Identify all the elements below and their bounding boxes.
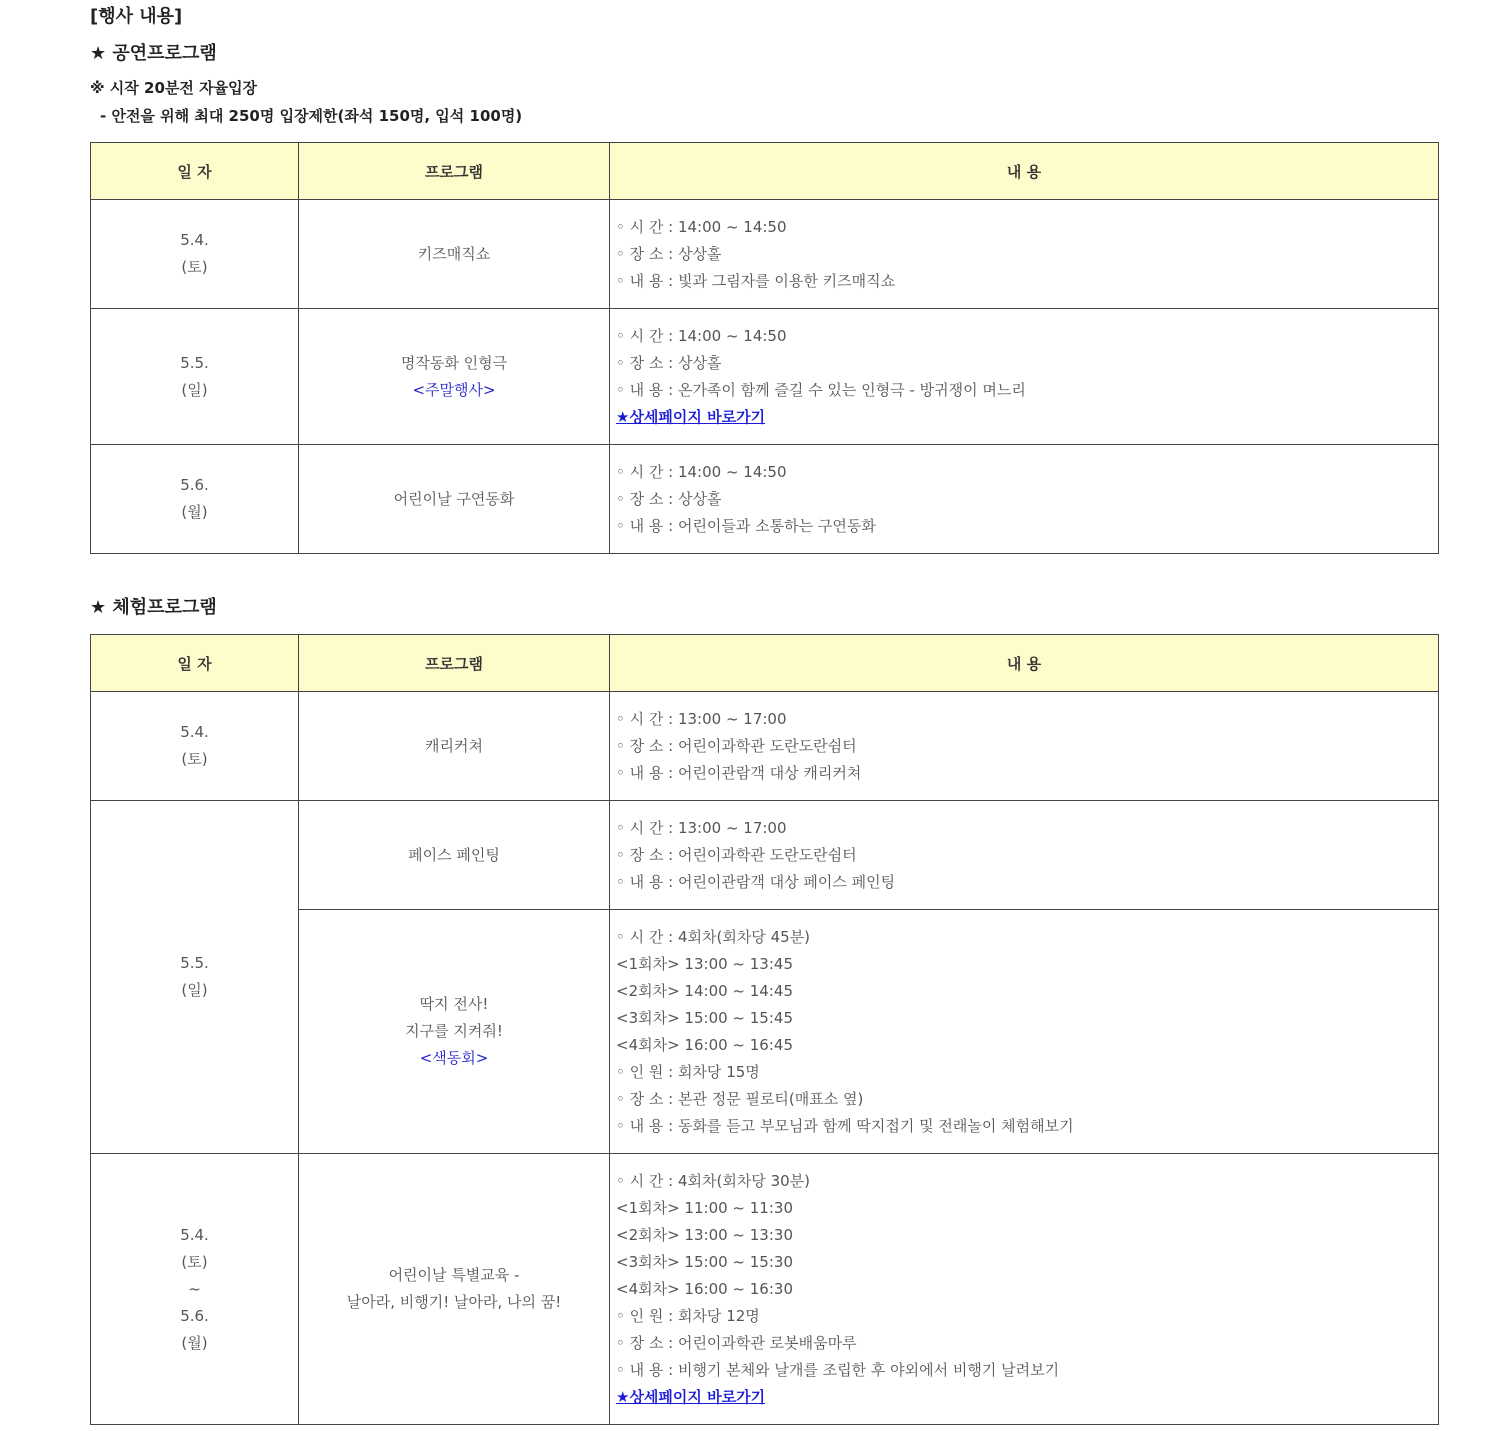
content-line: <3회차> 15:00 ~ 15:30 <box>616 1252 793 1271</box>
content-line: ◦ 내 용 : 동화를 듣고 부모님과 함께 딱지접기 및 전래놀이 체험해보기 <box>616 1116 1074 1135</box>
content-line: ◦ 시 간 : 14:00 ~ 14:50 <box>616 217 787 236</box>
table-row <box>91 801 1439 910</box>
content-line: ◦ 시 간 : 4회차(회차당 30분) <box>616 1171 810 1190</box>
col-content-header: 내 용 <box>610 635 1439 692</box>
content-line: ◦ 인 원 : 회차당 15명 <box>616 1062 760 1081</box>
date-cell <box>91 1154 299 1425</box>
content-line: <3회차> 15:00 ~ 15:45 <box>616 1008 793 1027</box>
table-header-row <box>91 635 1439 692</box>
content-line: <2회차> 13:00 ~ 13:30 <box>616 1225 793 1244</box>
performance-table <box>90 142 1439 554</box>
program-cell: 어린이날 구연동화 <box>299 445 610 554</box>
col-date-header: 일 자 <box>91 143 299 200</box>
table-row <box>91 309 1439 445</box>
program-name: 날아라, 비행기! 날아라, 나의 꿈! <box>346 1293 562 1311</box>
date-text: 5.4. <box>180 231 209 249</box>
content-line: ◦ 장 소 : 상상홀 <box>616 489 722 508</box>
event-content <box>90 0 1439 1425</box>
program-cell <box>299 910 610 1154</box>
content-line: ◦ 내 용 : 어린이관람객 대상 캐리커쳐 <box>616 763 862 782</box>
weekday-text: (일) <box>181 981 208 999</box>
content-line: ◦ 내 용 : 어린이관람객 대상 페이스 페인팅 <box>616 872 896 891</box>
content-line: <1회차> 13:00 ~ 13:45 <box>616 954 793 973</box>
content-cell <box>610 200 1439 309</box>
content-cell <box>610 801 1439 910</box>
date-cell <box>91 801 299 1154</box>
performance-heading: ★ 공연프로그램 <box>90 43 217 64</box>
date-cell <box>91 692 299 801</box>
program-cell: 페이스 페인팅 <box>299 801 610 910</box>
content-cell <box>610 692 1439 801</box>
content-line: ◦ 시 간 : 14:00 ~ 14:50 <box>616 462 787 481</box>
table-header-row <box>91 143 1439 200</box>
program-cell <box>299 309 610 445</box>
program-cell <box>299 1154 610 1425</box>
weekday-text: (토) <box>181 258 208 276</box>
col-date-header: 일 자 <box>91 635 299 692</box>
content-cell <box>610 910 1439 1154</box>
content-line: ◦ 장 소 : 상상홀 <box>616 244 722 263</box>
table-row <box>91 200 1439 309</box>
content-line: ◦ 시 간 : 13:00 ~ 17:00 <box>616 818 787 837</box>
content-line: ◦ 장 소 : 상상홀 <box>616 353 722 372</box>
content-line: ◦ 장 소 : 어린이과학관 도란도란쉼터 <box>616 736 857 755</box>
content-line: ◦ 장 소 : 본관 정문 필로티(매표소 옆) <box>616 1089 864 1108</box>
content-line: ◦ 시 간 : 13:00 ~ 17:00 <box>616 709 787 728</box>
table-row <box>91 1154 1439 1425</box>
weekday-text: (월) <box>181 1333 208 1352</box>
content-line: <2회차> 14:00 ~ 14:45 <box>616 981 793 1000</box>
section-title: [행사 내용] <box>90 6 183 27</box>
detail-page-link[interactable]: ★상세페이지 바로가기 <box>616 1387 766 1406</box>
content-line: <4회차> 16:00 ~ 16:30 <box>616 1279 793 1298</box>
date-text: 5.4. <box>180 723 209 741</box>
content-line: ◦ 내 용 : 온가족이 함께 즐길 수 있는 인형극 - 방귀쟁이 며느리 <box>616 380 1026 399</box>
program-name: 지구를 지켜줘! <box>405 1022 503 1040</box>
program-tag: <주말행사> <box>412 380 496 399</box>
date-cell <box>91 309 299 445</box>
col-content-header: 내 용 <box>610 143 1439 200</box>
col-program-header: 프로그램 <box>299 635 610 692</box>
weekday-text: (일) <box>181 380 208 399</box>
content-cell <box>610 445 1439 554</box>
col-program-header: 프로그램 <box>299 143 610 200</box>
content-cell <box>610 1154 1439 1425</box>
content-line: <4회차> 16:00 ~ 16:45 <box>616 1035 793 1054</box>
content-line: ◦ 시 간 : 4회차(회차당 45분) <box>616 927 810 946</box>
table-row <box>91 445 1439 554</box>
date-text: 5.6. <box>180 476 209 494</box>
weekday-text: (토) <box>181 1252 208 1271</box>
content-line: ◦ 장 소 : 어린이과학관 도란도란쉼터 <box>616 845 857 864</box>
program-cell: 캐리커쳐 <box>299 692 610 801</box>
content-line: ◦ 내 용 : 빛과 그림자를 이용한 키즈매직쇼 <box>616 271 896 290</box>
weekday-text: (토) <box>181 750 208 768</box>
content-line: ◦ 내 용 : 어린이들과 소통하는 구연동화 <box>616 516 876 535</box>
weekday-text: (월) <box>181 503 208 521</box>
content-line: ◦ 인 원 : 회차당 12명 <box>616 1306 760 1325</box>
content-line: ◦ 시 간 : 14:00 ~ 14:50 <box>616 326 787 345</box>
date-text: 5.5. <box>180 353 209 372</box>
experience-heading: ★ 체험프로그램 <box>90 597 217 618</box>
program-name: 딱지 전사! <box>419 995 489 1013</box>
program-name: 명작동화 인형극 <box>400 353 508 372</box>
content-cell <box>610 309 1439 445</box>
detail-page-link[interactable]: ★상세페이지 바로가기 <box>616 407 766 426</box>
capacity-note: - 안전을 위해 최대 250명 입장제한(좌석 150명, 입석 100명) <box>100 107 523 125</box>
table-row <box>91 692 1439 801</box>
program-cell: 키즈매직쇼 <box>299 200 610 309</box>
date-text: 5.5. <box>180 954 209 972</box>
date-cell <box>91 445 299 554</box>
program-name: 어린이날 특별교육 - <box>388 1266 520 1284</box>
content-line: ◦ 내 용 : 비행기 본체와 날개를 조립한 후 야외에서 비행기 날려보기 <box>616 1360 1060 1379</box>
content-line: <1회차> 11:00 ~ 11:30 <box>616 1198 793 1217</box>
program-tag: <색동회> <box>419 1049 489 1067</box>
content-line: ◦ 장 소 : 어린이과학관 로봇배움마루 <box>616 1333 857 1352</box>
date-text: 5.6. <box>180 1306 209 1325</box>
entry-note: ※ 시작 20분전 자율입장 <box>90 79 258 97</box>
experience-table <box>90 634 1439 1425</box>
date-cell <box>91 200 299 309</box>
date-range-separator: ~ <box>188 1279 201 1298</box>
date-text: 5.4. <box>180 1225 209 1244</box>
